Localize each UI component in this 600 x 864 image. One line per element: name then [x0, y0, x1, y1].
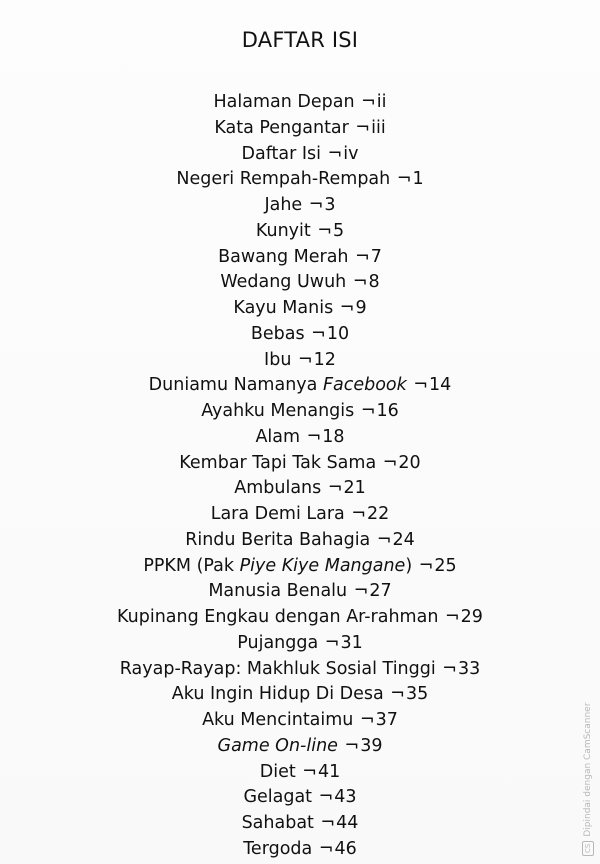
- toc-separator: ¬: [445, 607, 460, 627]
- toc-entry-title: Ambulans: [234, 478, 327, 499]
- toc-entry-title-italic: Game On-line: [217, 735, 338, 756]
- toc-separator: ¬: [442, 658, 457, 679]
- toc-page-number: 1: [412, 169, 424, 190]
- toc-page-number: 16: [376, 401, 399, 421]
- toc-page-number: iv: [343, 143, 359, 164]
- toc-entry-title: ): [405, 555, 418, 576]
- watermark-text: Dipindai dengan CamScanner: [583, 702, 593, 837]
- toc-entry-title: PPKM (Pak: [143, 555, 240, 576]
- toc-entry-title: Ibu: [264, 349, 297, 370]
- toc-entry-title: Ayahku Menangis: [201, 401, 360, 421]
- toc-entry: [0, 837, 600, 863]
- toc-page-number: 46: [334, 838, 357, 859]
- toc-page-number: 5: [332, 220, 345, 241]
- toc-entry-title: Aku Mencintaimu: [202, 710, 359, 730]
- toc-page-number: 29: [460, 607, 483, 627]
- toc-entry: [0, 193, 600, 219]
- toc-page-number: 7: [370, 246, 382, 267]
- toc-entry: [0, 708, 600, 734]
- toc-entry-title: Tergoda: [243, 838, 318, 859]
- toc-entry: [0, 116, 600, 142]
- toc-entry-title: Diet: [259, 761, 302, 782]
- toc-entry: [0, 90, 600, 116]
- watermark-text-group: [582, 703, 594, 856]
- toc-separator: ¬: [318, 838, 334, 859]
- toc-entry-title: Sahabat: [241, 813, 320, 833]
- toc-page-number: 21: [343, 478, 366, 499]
- toc-entry-title: Jahe: [264, 195, 308, 215]
- toc-entry: [0, 245, 600, 271]
- toc-entry: [0, 142, 600, 168]
- toc-page-number: 41: [317, 761, 341, 782]
- toc-entry: [0, 219, 600, 245]
- toc-separator: ¬: [361, 92, 376, 112]
- toc-page-number: 10: [326, 323, 350, 344]
- toc-page-number: 8: [368, 272, 380, 293]
- toc-separator: ¬: [327, 478, 343, 499]
- camscanner-icon: CS: [582, 841, 594, 856]
- toc-entry: [0, 451, 600, 477]
- toc-page-number: iii: [371, 117, 386, 138]
- toc-entry: [0, 528, 600, 554]
- toc-entry-title: Kembar Tapi Tak Sama: [179, 452, 382, 473]
- toc-entry: [0, 682, 600, 708]
- toc-separator: ¬: [339, 298, 355, 318]
- toc-entry: [0, 631, 600, 657]
- toc-page-number: 3: [324, 195, 336, 215]
- toc-entry-title: Halaman Depan: [213, 92, 361, 112]
- toc-separator: ¬: [351, 504, 366, 524]
- toc-separator: ¬: [320, 813, 336, 833]
- toc-entry-title-italic: Facebook: [322, 375, 407, 396]
- toc-entry-title: Duniamu Namanya: [148, 375, 323, 396]
- toc-entry: [0, 605, 600, 631]
- toc-separator: ¬: [324, 632, 340, 653]
- toc-entry: [0, 734, 600, 760]
- toc-entry: [0, 811, 600, 837]
- toc-entry: [0, 785, 600, 811]
- toc-page-number: 25: [434, 555, 457, 576]
- scanner-watermark: [582, 702, 596, 856]
- toc-entry-title: Pujangga: [237, 632, 324, 653]
- toc-entry: [0, 270, 600, 296]
- toc-entry-title: Negeri Rempah-Rempah: [176, 169, 396, 190]
- toc-entry: [0, 657, 600, 683]
- toc-separator: ¬: [390, 684, 405, 705]
- toc-entry: [0, 322, 600, 348]
- toc-separator: ¬: [327, 143, 343, 164]
- toc-page-number: 22: [367, 504, 390, 524]
- toc-entry: [0, 399, 600, 425]
- toc-page-number: 33: [457, 658, 481, 679]
- toc-page-number: 24: [392, 529, 415, 550]
- toc-separator: ¬: [311, 323, 326, 344]
- toc-page-number: 39: [360, 735, 383, 756]
- toc-separator: ¬: [355, 246, 370, 267]
- toc-separator: ¬: [418, 555, 434, 576]
- toc-entry-title: Aku Ingin Hidup Di Desa: [171, 684, 390, 705]
- toc-page-number: 43: [334, 787, 357, 808]
- toc-entry: [0, 348, 600, 374]
- toc-entry-title: Rindu Berita Bahagia: [185, 529, 376, 550]
- toc-page-number: 35: [405, 684, 429, 705]
- toc-entry: [0, 167, 600, 193]
- page-title: DAFTAR ISI: [241, 28, 359, 53]
- toc-page-number: 18: [322, 426, 345, 447]
- toc-entry-title: Alam: [255, 426, 306, 447]
- table-of-contents: [0, 90, 600, 863]
- toc-entry-title: Daftar Isi: [241, 143, 327, 164]
- toc-separator: ¬: [317, 220, 332, 241]
- toc-entry: [0, 502, 600, 528]
- toc-entry-title: Kupinang Engkau dengan Ar-rahman: [117, 607, 444, 627]
- toc-entry: [0, 296, 600, 322]
- toc-entry: [0, 554, 600, 580]
- toc-separator: ¬: [297, 349, 313, 370]
- toc-page-number: 12: [313, 349, 336, 370]
- toc-entry-title: Gelagat: [243, 787, 318, 808]
- toc-separator: ¬: [382, 452, 398, 473]
- toc-page-number: ii: [376, 92, 387, 112]
- toc-entry-title: Lara Demi Lara: [210, 504, 351, 524]
- toc-page-number: 31: [340, 632, 363, 653]
- toc-separator: ¬: [376, 529, 392, 550]
- toc-entry: [0, 760, 600, 786]
- toc-separator: ¬: [355, 117, 371, 138]
- toc-entry-title: Manusia Benalu: [208, 581, 353, 602]
- toc-entry-title-italic: Piye Kiye Mangane: [239, 555, 406, 576]
- toc-page-number: 37: [375, 710, 398, 730]
- toc-separator: ¬: [308, 195, 324, 215]
- toc-entry-title: [407, 375, 413, 395]
- toc-entry: [0, 579, 600, 605]
- toc-entry: [0, 425, 600, 451]
- toc-entry-title: Bawang Merah: [218, 246, 355, 267]
- toc-separator: ¬: [359, 710, 375, 730]
- toc-page-number: 20: [398, 452, 421, 473]
- toc-page-number: 27: [369, 581, 392, 602]
- toc-entry-title: Rayap-Rayap: Makhluk Sosial Tinggi: [119, 658, 442, 679]
- toc-separator: ¬: [306, 426, 322, 447]
- toc-entry-title: Bebas: [250, 323, 311, 344]
- toc-entry-title: Kata Pengantar: [214, 117, 355, 138]
- toc-page-number: 44: [336, 813, 359, 833]
- toc-entry: [0, 476, 600, 502]
- toc-page-number: 9: [355, 298, 367, 318]
- toc-separator: ¬: [344, 735, 360, 756]
- toc-separator: ¬: [318, 787, 334, 808]
- toc-entry-title: [338, 736, 344, 756]
- toc-separator: ¬: [396, 169, 412, 190]
- toc-entry-title: Wedang Uwuh: [220, 272, 352, 293]
- toc-page-number: 14: [429, 375, 452, 396]
- toc-entry-title: Kayu Manis: [233, 298, 339, 318]
- toc-separator: ¬: [360, 401, 376, 421]
- toc-separator: ¬: [413, 375, 429, 396]
- toc-separator: ¬: [352, 272, 368, 293]
- toc-entry-title: Kunyit: [255, 220, 317, 241]
- toc-separator: ¬: [302, 761, 317, 782]
- toc-separator: ¬: [353, 581, 369, 602]
- toc-entry: [0, 373, 600, 399]
